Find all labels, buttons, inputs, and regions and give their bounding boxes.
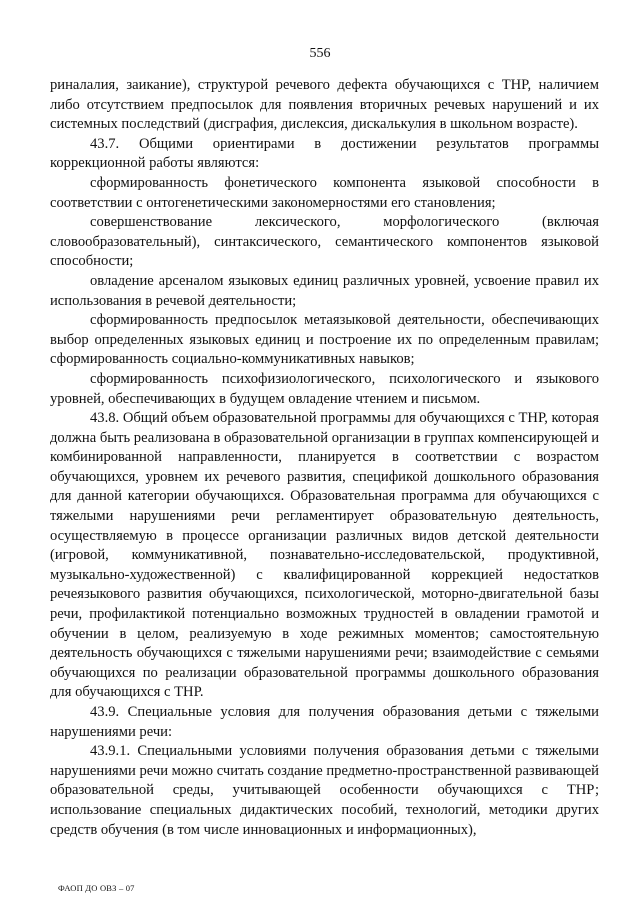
page-number: 556 xyxy=(309,46,331,61)
paragraph: сформированность предпосылок метаязыковой деятельности, обеспечивающих выбор определенных языковых единиц и построение их по определенным правилам; сформированность социально-коммуникативных навыков; xyxy=(50,312,599,368)
paragraph: риналалия, заикание), структурой речевого дефекта обучающихся с ТНР, наличием либо отсутствием предпосылок для появления вторичных речевых нарушений и их системных последствий (дисграфия, дислексия, дискалькулия в школьном возрасте). xyxy=(50,77,599,133)
paragraph: овладение арсеналом языковых единиц различных уровней, усвоение правил их использования в речевой деятельности; xyxy=(50,272,599,309)
paragraph: сформированность фонетического компонента языковой способности в соответствии с онтогенетическими закономерностями его становления; xyxy=(50,174,599,211)
paragraph: совершенствование лексического, морфологического (включая словообразовательный), синтаксического, семантического компонентов языковой способности; xyxy=(50,214,599,270)
paragraph: 43.8. Общий объем образовательной программы для обучающихся с ТНР, которая должна быть реализована в образовательной организации в группах компенсирующей и комбинированной направленности, планируется в соответствии с возрастом обучающихся, уровнем их речевого развития, спецификой дошкольного образования для данной категории обучающихся. Образовательная программа для обучающихся с тяжелыми нарушениями речи регламентирует образовательную деятельность, осуществляемую в процессе организации различных видов детской деятельности (игровой, коммуникативной, познавательно-исследовательской, продуктивной, музыкально-художественной) с квалифицированной коррекцией недостатков речеязыкового развития обучающихся, психологической, моторно-двигательной базы речи, профилактикой потенциально возможных трудностей в овладении грамотой и обучении в целом, реализуемую в ходе режимных моментов; самостоятельную деятельность обучающихся с тяжелыми нарушениями речи; взаимодействие с семьями обучающихся по реализации образовательной программы дошкольного образования для обучающихся с ТНР. xyxy=(50,410,599,701)
paragraph: сформированность психофизиологического, психологического и языкового уровней, обеспечивающих в будущем овладение чтением и письмом. xyxy=(50,370,599,407)
paragraph: 43.7. Общими ориентирами в достижении результатов программы коррекционной работы являются: xyxy=(50,135,599,172)
paragraph: 43.9. Специальные условия для получения образования детьми с тяжелыми нарушениями речи: xyxy=(50,704,599,740)
footer-document-code: ФАОП ДО ОВЗ – 07 xyxy=(58,883,135,893)
paragraph: 43.9.1. Специальными условиями получения образования детьми с тяжелыми нарушениями речи можно считать создание предметно-пространственной развивающей образовательной среды, учитывающей особенности обучающихся с ТНР; использование специальных дидактических пособий, технологий, методики других средств обучения (в том числе инновационных и информационных), xyxy=(50,743,599,838)
body-text xyxy=(50,76,599,840)
